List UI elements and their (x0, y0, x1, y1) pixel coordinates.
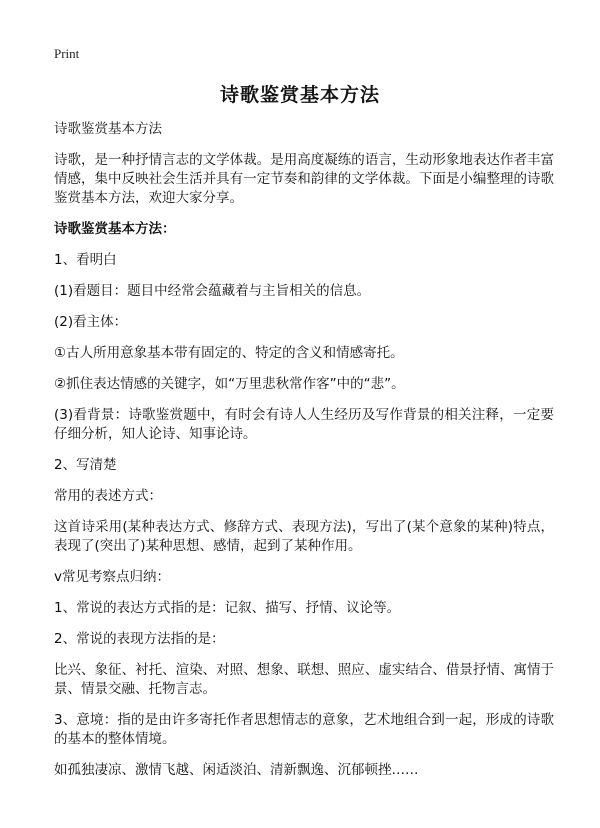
list-item: (3)看背景：诗歌鉴赏题中，有时会有诗人人生经历及写作背景的相关注释，一定要仔细分析，知人论诗、知事论诗。 (54, 407, 554, 442)
print-link[interactable]: Print (54, 46, 80, 61)
list-item: 常用的表述方式： (54, 488, 162, 504)
list-item: 如孤独凄凉、激情飞越、闲适淡泊、清新飘逸、沉郁顿挫…… (54, 762, 419, 778)
section-heading: 诗歌鉴赏基本方法： (54, 221, 176, 237)
step-heading-2: 2、写清楚 (54, 457, 117, 473)
list-item: 比兴、象征、衬托、渲染、对照、想象、联想、照应、虚实结合、借景抒情、寓情于景、情景交融、托物言志。 (54, 662, 554, 697)
document-body (54, 120, 554, 792)
list-item: ②抓住表达情感的关键字，如“万里悲秋常作客”中的“悲”。 (54, 376, 405, 392)
list-item: (1)看题目：题目中经常会蕴藏着与主旨相关的信息。 (54, 283, 371, 299)
list-item: 2、常说的表现方法指的是： (54, 631, 225, 647)
list-item: 3、意境：指的是由许多寄托作者思想情志的意象，艺术地组合到一起，形成的诗歌的基本的整体情境。 (54, 712, 554, 747)
document-title: 诗歌鉴赏基本方法 (219, 84, 380, 106)
list-item: (2)看主体： (54, 314, 128, 330)
list-item: 1、常说的表达方式指的是：记叙、描写、抒情、议论等。 (54, 600, 401, 616)
intro-heading: 诗歌鉴赏基本方法 (54, 121, 162, 137)
intro-paragraph: 诗歌，是一种抒情言志的文学体裁。是用高度凝练的语言，生动形象地表达作者丰富情感，集中反映社会生活并具有一定节奏和韵律的文学体裁。下面是小编整理的诗歌鉴赏基本方法，欢迎大家分享。 (54, 152, 554, 206)
list-item: ①古人所用意象基本带有固定的、特定的含义和情感寄托。 (54, 345, 404, 361)
list-item: v常见考察点归纳： (54, 569, 170, 585)
list-item: 这首诗采用(某种表达方式、修辞方式、表现方法)，写出了(某个意象的某种)特点，表现了(突出了)某种思想、感情，起到了某种作用。 (54, 519, 554, 554)
step-heading-1: 1、看明白 (54, 252, 117, 268)
